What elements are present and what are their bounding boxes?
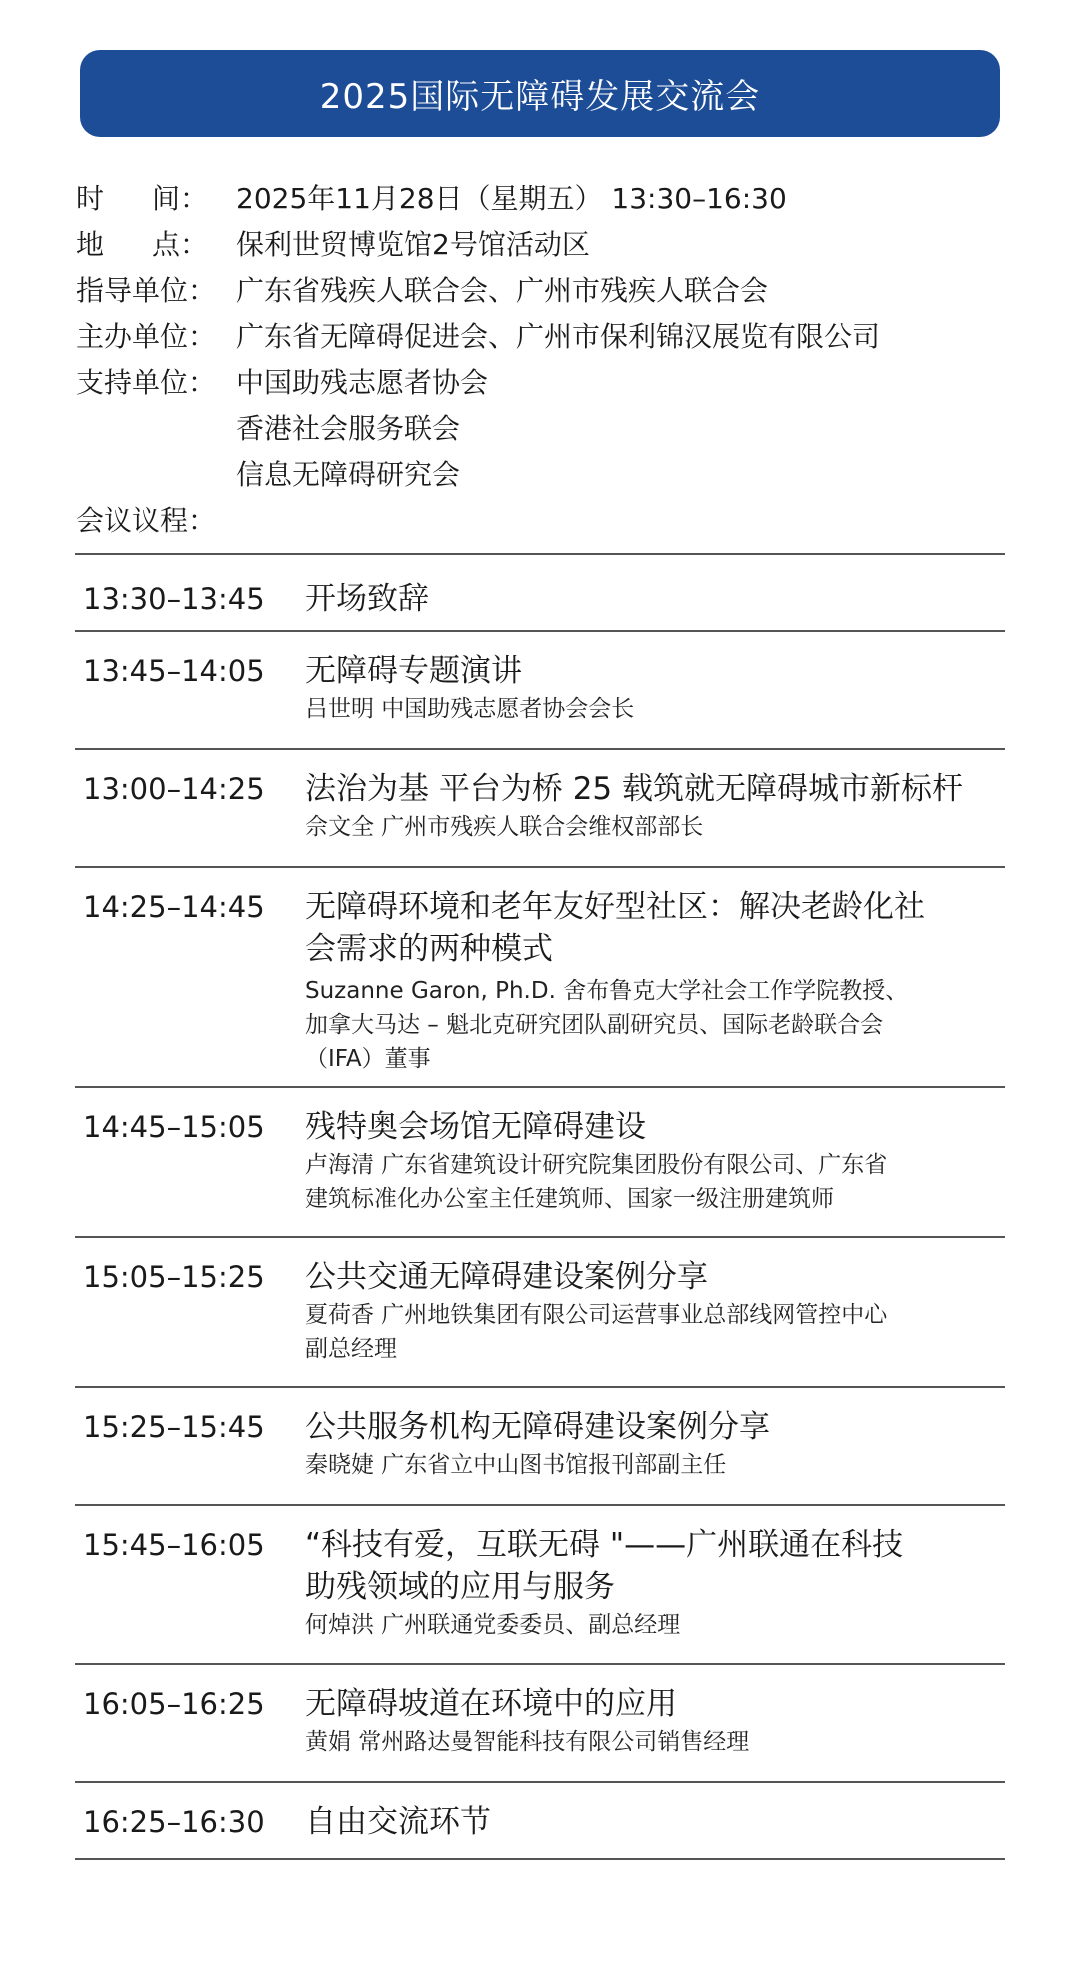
agenda-time: 14:45–15:05	[83, 1110, 265, 1144]
agenda-speaker: 秦晓婕 广东省立中山图书馆报刊部副主任	[305, 1452, 727, 1478]
agenda-time: 15:05–15:25	[83, 1260, 265, 1294]
agenda-title: 公共交通无障碍建设案例分享	[305, 1259, 708, 1295]
agenda-title: “科技有爱，互联无碍 "——广州联通在科技	[305, 1527, 904, 1563]
agenda-time: 14:25–14:45	[83, 890, 265, 924]
divider	[75, 1858, 1005, 1860]
agenda-time: 16:05–16:25	[83, 1687, 265, 1721]
agenda-speaker: 卢海清 广东省建筑设计研究院集团股份有限公司、广东省	[305, 1152, 888, 1178]
agenda-title: 公共服务机构无障碍建设案例分享	[305, 1409, 770, 1445]
support-value: 香港社会服务联会	[236, 412, 461, 445]
support-value: 信息无障碍研究会	[236, 458, 461, 491]
guide-value: 广东省残疾人联合会、广州市残疾人联合会	[236, 274, 769, 307]
host-value: 广东省无障碍促进会、广州市保利锦汉展览有限公司	[236, 320, 881, 353]
agenda-row	[75, 868, 1005, 1086]
agenda-title: 自由交流环节	[305, 1804, 491, 1840]
agenda-time: 13:45–14:05	[83, 654, 265, 688]
agenda-title: 会需求的两种模式	[305, 931, 553, 967]
time-value: 2025年11月28日（星期五） 13:30–16:30	[236, 182, 787, 215]
agenda-row	[75, 1388, 1005, 1504]
agenda-title: 开场致辞	[305, 581, 429, 617]
agenda-speaker: （IFA）董事	[305, 1046, 431, 1072]
agenda-row	[75, 1506, 1005, 1663]
agenda-time: 15:25–15:45	[83, 1410, 265, 1444]
agenda-row	[75, 750, 1005, 866]
agenda-time: 16:25–16:30	[83, 1805, 265, 1839]
event-title: 2025国际无障碍发展交流会	[319, 77, 761, 117]
info-row-host	[76, 314, 1016, 360]
agenda-speaker: Suzanne Garon, Ph.D. 舍布鲁克大学社会工作学院教授、	[305, 978, 909, 1004]
host-label: 主办单位：	[76, 320, 217, 353]
agenda-row	[75, 1238, 1005, 1386]
agenda-row	[75, 1783, 1005, 1858]
agenda-row	[75, 1088, 1005, 1236]
info-row-guide	[76, 268, 1016, 314]
agenda-speaker: 加拿大马达 – 魁北克研究团队副研究员、国际老龄联合会	[305, 1012, 884, 1038]
event-info	[76, 176, 1016, 544]
place-value: 保利世贸博览馆2号馆活动区	[236, 228, 590, 261]
info-row-place	[76, 222, 1016, 268]
support-value: 中国助残志愿者协会	[236, 366, 489, 399]
agenda-title: 无障碍专题演讲	[305, 653, 522, 689]
agenda-speaker: 副总经理	[305, 1336, 397, 1362]
info-row-time	[76, 176, 1016, 222]
agenda-title: 无障碍环境和老年友好型社区：解决老龄化社	[305, 889, 925, 925]
agenda-title: 助残领域的应用与服务	[305, 1569, 615, 1605]
time-label: 时 间：	[76, 182, 208, 215]
agenda-speaker: 黄娟 常州路达曼智能科技有限公司销售经理	[305, 1729, 750, 1755]
agenda-speaker: 吕世明 中国助残志愿者协会会长	[305, 696, 635, 722]
agenda-label: 会议议程：	[76, 504, 217, 537]
agenda-time: 15:45–16:05	[83, 1528, 265, 1562]
agenda-row	[75, 1665, 1005, 1781]
agenda-row	[75, 632, 1005, 748]
info-row-support	[76, 360, 1016, 498]
info-row-agenda	[76, 498, 1016, 544]
support-label: 支持单位：	[76, 366, 217, 399]
agenda-time: 13:00–14:25	[83, 772, 265, 806]
agenda-speaker: 夏荷香 广州地铁集团有限公司运营事业总部线网管控中心	[305, 1302, 888, 1328]
agenda-title: 无障碍坡道在环境中的应用	[305, 1686, 677, 1722]
agenda-title: 残特奥会场馆无障碍建设	[305, 1109, 646, 1145]
agenda-speaker: 何焯洪 广州联通党委委员、副总经理	[305, 1612, 681, 1638]
place-label: 地 点：	[76, 228, 208, 261]
guide-label: 指导单位：	[76, 274, 217, 307]
agenda-speaker: 佘文全 广州市残疾人联合会维权部部长	[305, 814, 704, 840]
agenda-row	[75, 555, 1005, 630]
agenda-title: 法治为基 平台为桥 25 载筑就无障碍城市新标杆	[305, 771, 964, 807]
agenda-time: 13:30–13:45	[83, 582, 265, 616]
agenda-speaker: 建筑标准化办公室主任建筑师、国家一级注册建筑师	[305, 1186, 834, 1212]
event-title-banner	[80, 50, 1000, 137]
agenda-table	[75, 553, 1005, 1860]
